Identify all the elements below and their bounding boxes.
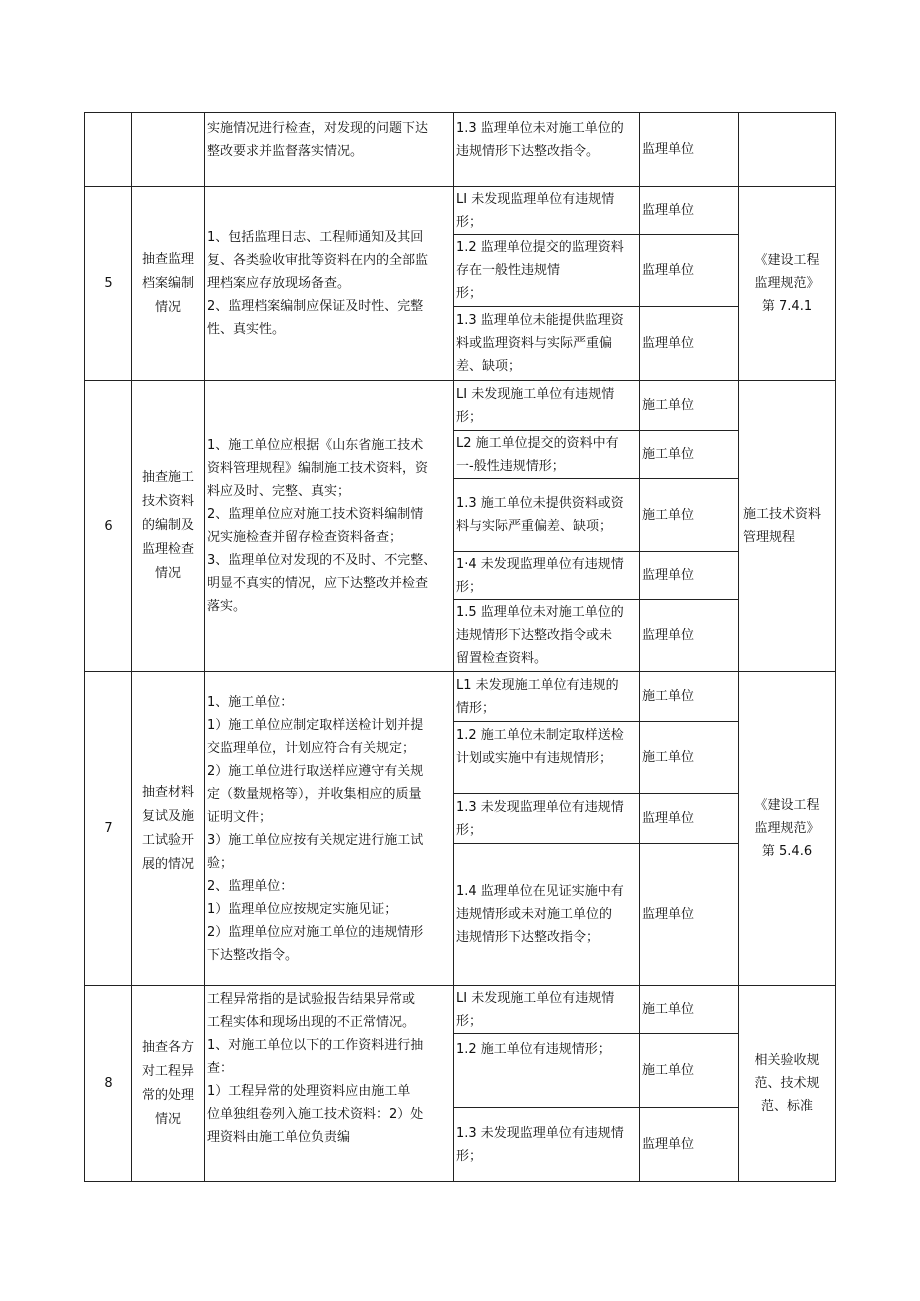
responsible-unit: 监理单位	[640, 600, 739, 672]
responsible-unit: 施工单位	[640, 479, 739, 552]
check-content: 实施情况进行检查，对发现的问题下达 整改要求并监督落实情况。	[205, 113, 454, 187]
responsible-unit: 施工单位	[640, 986, 739, 1034]
responsible-unit: 施工单位	[640, 1034, 739, 1108]
responsible-unit: 监理单位	[640, 187, 739, 235]
issue-cell: 1.2 监理单位提交的监理资料 存在一般性违规情 形；	[454, 235, 640, 307]
basis-cell: 施工技术资料 管理规程	[739, 381, 836, 672]
issue-cell: 1.5 监理单位未对施工单位的 违规情形下达整改指令或未 留置检查资料。	[454, 600, 640, 672]
responsible-unit: 监理单位	[640, 235, 739, 307]
check-item: 抽查材料 复试及施 工试验开 展的情况	[132, 672, 205, 986]
check-item: 抽查各方 对工程异 常的处理 情况	[132, 986, 205, 1182]
check-content: 工程异常指的是试验报告结果异常或 工程实体和现场出现的不正常情况。 1、对施工单位以下的工作资料进行抽 查： 1）工程异常的处理资料应由施工单 位单独组卷列入施工技术资料：2）处 理资料由施工单位负责编	[205, 986, 454, 1182]
issue-cell: 1.3 未发现监理单位有违规情 形；	[454, 794, 640, 844]
table-row	[85, 986, 836, 1034]
basis-cell: 《建设工程 监理规范》 第 7.4.1	[739, 187, 836, 381]
table-row	[85, 672, 836, 722]
responsible-unit: 监理单位	[640, 794, 739, 844]
issue-cell: 1.2 施工单位有违规情形；	[454, 1034, 640, 1108]
issue-cell: 1.3 未发现监理单位有违规情 形；	[454, 1108, 640, 1182]
issue-cell: 1.4 监理单位在见证实施中有 违规情形或未对施工单位的 违规情形下达整改指令；	[454, 844, 640, 986]
row-number	[85, 113, 132, 187]
basis-cell: 相关验收规 范、技术规 范、标准	[739, 986, 836, 1182]
table-row	[85, 113, 836, 187]
issue-cell: LI 未发现施工单位有违规情 形；	[454, 986, 640, 1034]
issue-cell: 1·4 未发现监理单位有违规情 形；	[454, 552, 640, 600]
responsible-unit: 施工单位	[640, 381, 739, 431]
responsible-unit: 施工单位	[640, 431, 739, 479]
issue-cell: L1 未发现施工单位有违规的 情形；	[454, 672, 640, 722]
responsible-unit: 施工单位	[640, 672, 739, 722]
issue-cell: LI 未发现监理单位有违规情 形；	[454, 187, 640, 235]
check-content: 1、施工单位应根据《山东省施工技术 资料管理规程》编制施工技术资料，资 料应及时、完整、真实； 2、监理单位应对施工技术资料编制情 况实施检查并留存检查资料备查； 3、监理单位对发现的不及时、不完整、 明显不真实的情况，应下达整改并检查 落实。	[205, 381, 454, 672]
check-content: 1、包括监理日志、工程师通知及其回 复、各类验收审批等资料在内的全部监 理档案应存放现场备查。 2、监理档案编制应保证及时性、完整 性、真实性。	[205, 187, 454, 381]
row-number: 5	[85, 187, 132, 381]
issue-cell: 1.3 监理单位未能提供监理资 料或监理资料与实际严重偏 差、缺项；	[454, 307, 640, 381]
check-content: 1、施工单位： 1）施工单位应制定取样送检计划并提 交监理单位，计划应符合有关规定； 2）施工单位进行取送样应遵守有关规 定（数量规格等），并收集相应的质量 证明文件； 3）施工单位应按有关规定进行施工试 验； 2、监理单位： 1）监理单位应按规定实施见证； 2）监理单位应对施工单位的违规情形 下达整改指令。	[205, 672, 454, 986]
row-number: 8	[85, 986, 132, 1182]
table-row	[85, 187, 836, 235]
table-row	[85, 381, 836, 431]
issue-cell: LI 未发现施工单位有违规情 形；	[454, 381, 640, 431]
issue-cell: 1.3 施工单位未提供资料或资 料与实际严重偏差、缺项；	[454, 479, 640, 552]
responsible-unit: 监理单位	[640, 844, 739, 986]
responsible-unit: 监理单位	[640, 113, 739, 187]
basis-cell: 《建设工程 监理规范》 第 5.4.6	[739, 672, 836, 986]
row-number: 7	[85, 672, 132, 986]
issue-cell: L2 施工单位提交的资料中有 一-般性违规情形；	[454, 431, 640, 479]
responsible-unit: 施工单位	[640, 722, 739, 794]
issue-cell: 1.2 施工单位未制定取样送检 计划或实施中有违规情形；	[454, 722, 640, 794]
check-item: 抽查施工 技术资料 的编制及 监理检查 情况	[132, 381, 205, 672]
check-item	[132, 113, 205, 187]
row-number: 6	[85, 381, 132, 672]
responsible-unit: 监理单位	[640, 307, 739, 381]
responsible-unit: 监理单位	[640, 1108, 739, 1182]
issue-cell: 1.3 监理单位未对施工单位的 违规情形下达整改指令。	[454, 113, 640, 187]
responsible-unit: 监理单位	[640, 552, 739, 600]
basis-cell	[739, 113, 836, 187]
inspection-table	[84, 112, 836, 1182]
check-item: 抽查监理 档案编制 情况	[132, 187, 205, 381]
